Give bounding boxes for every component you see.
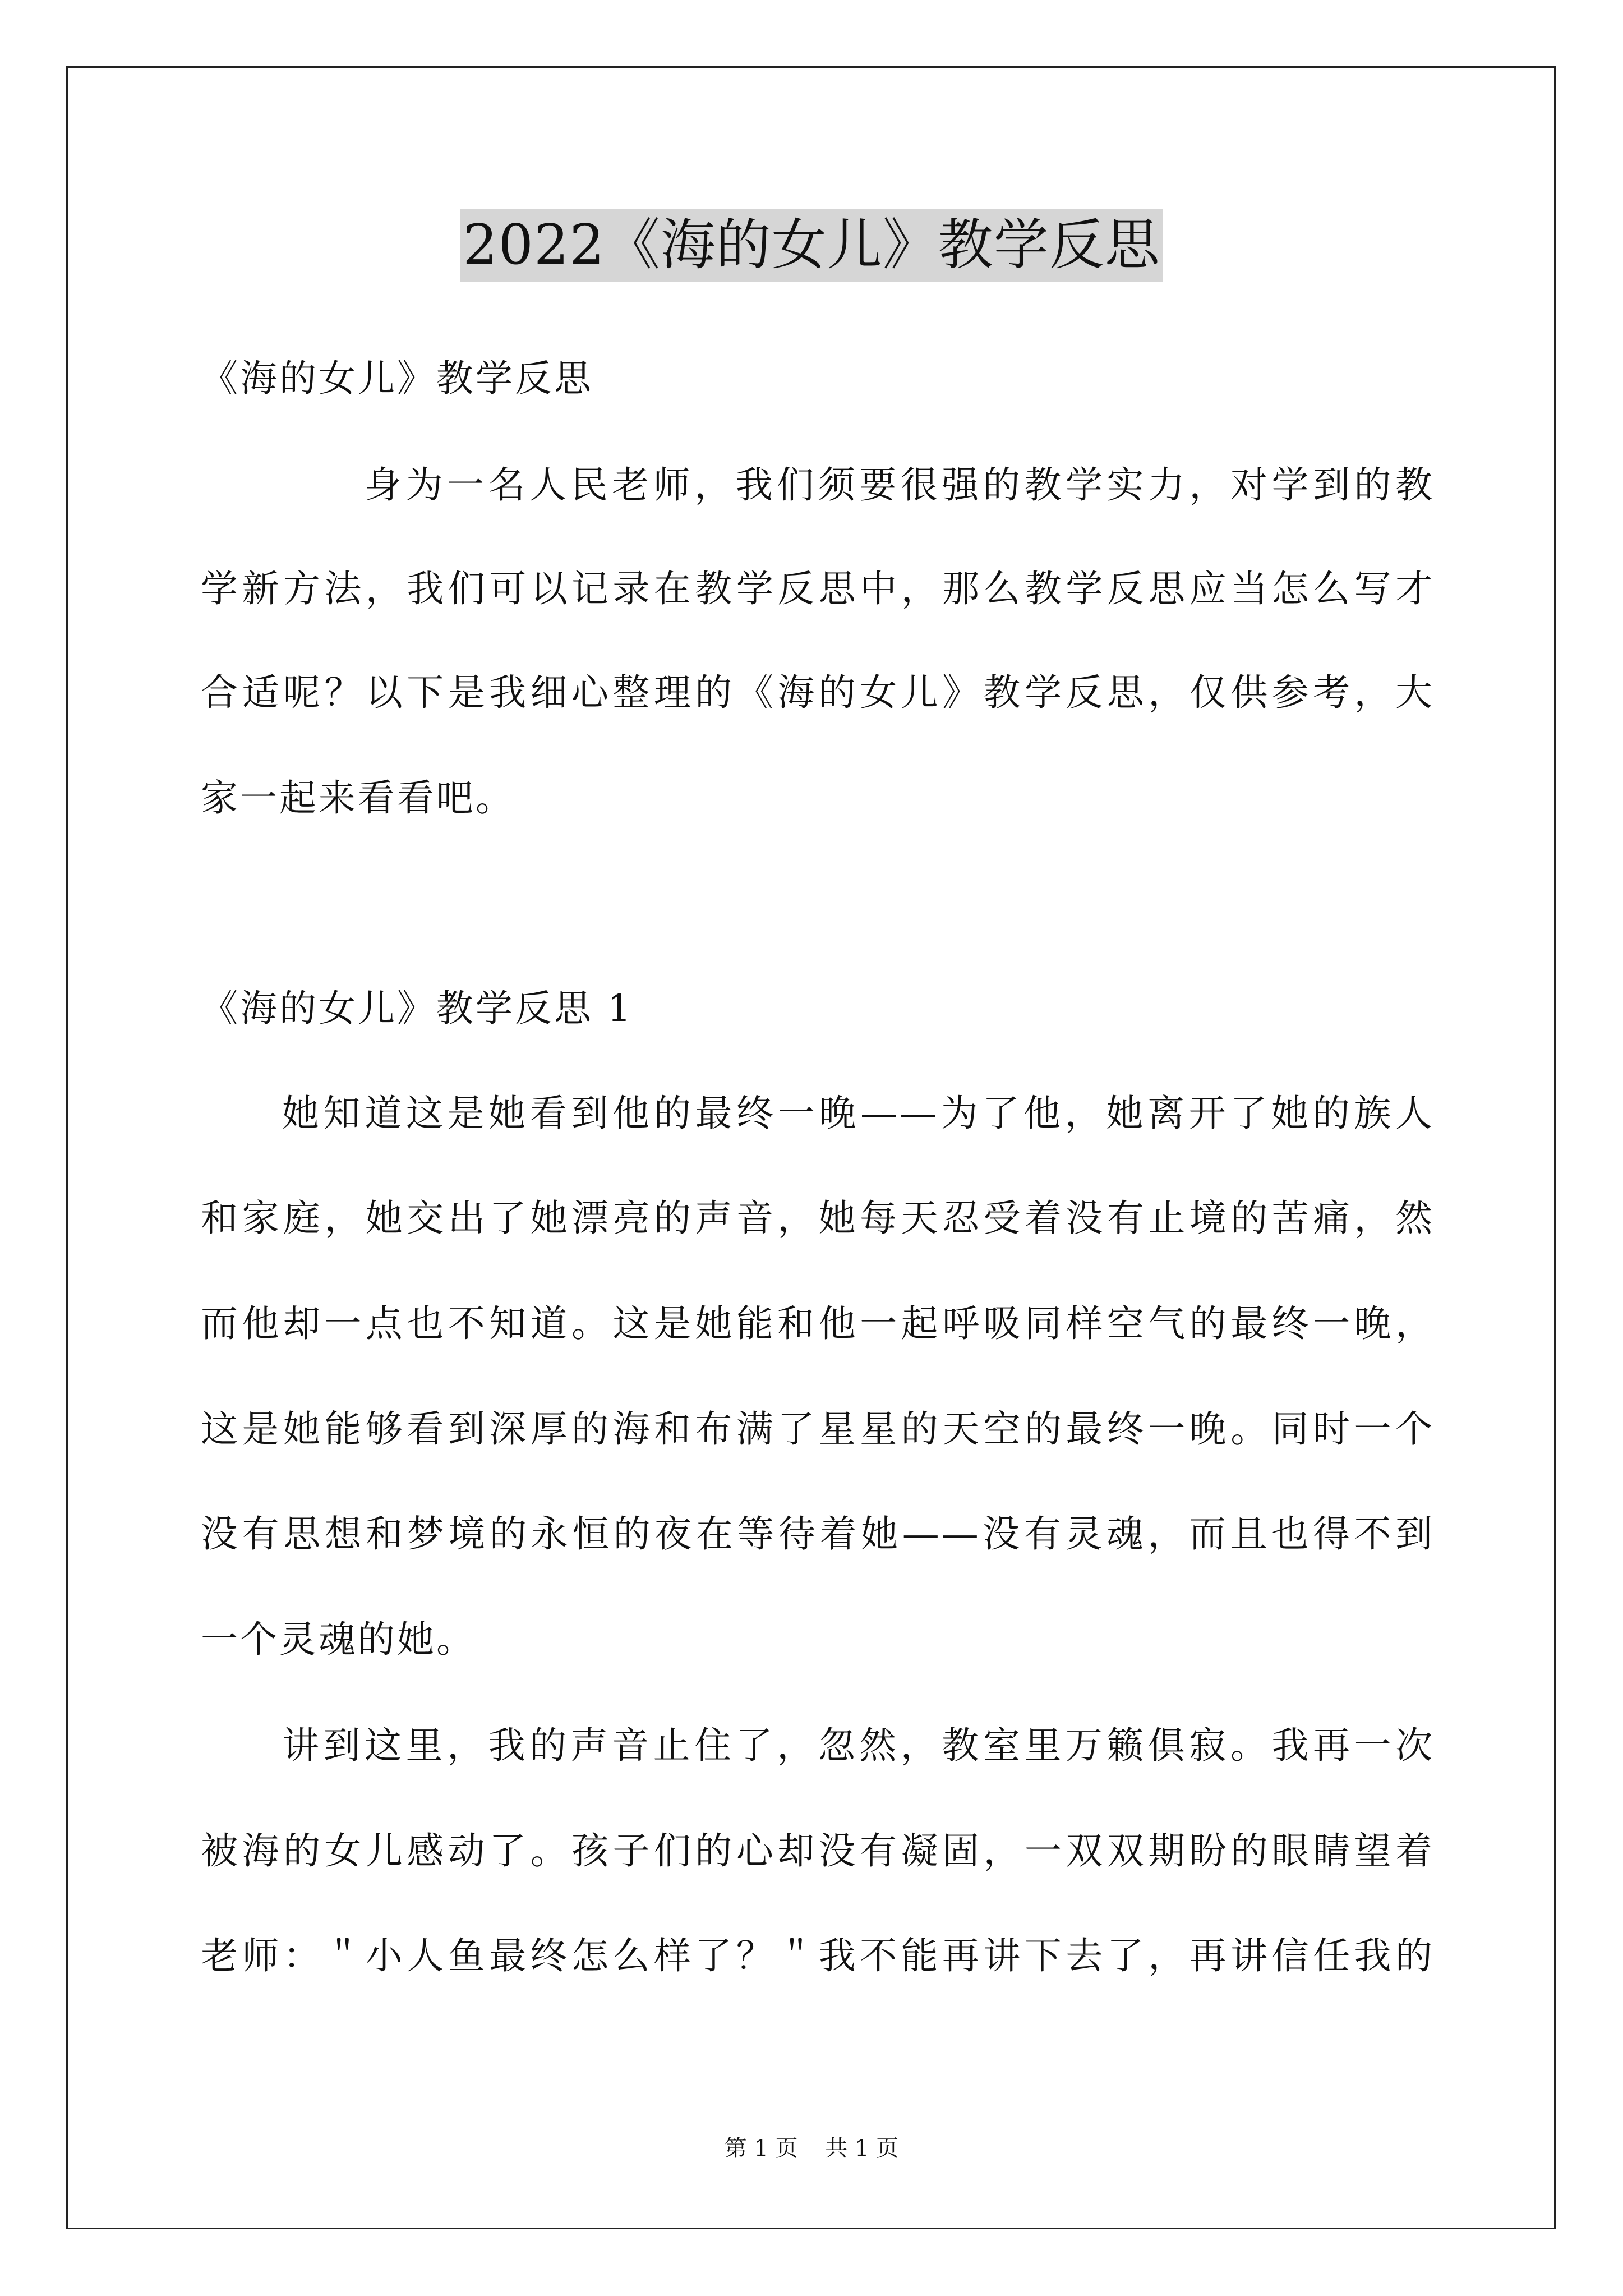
document-title: [0, 209, 1623, 282]
paragraph-line: 而他却一点也不知道。这是她能和他一起呼吸同样空气的最终一晚，: [201, 1302, 1435, 1345]
page-total: 共 1 页: [825, 2136, 899, 2161]
intro-line: 身为一名人民老师，我们须要很强的教学实力，对学到的教: [365, 463, 1435, 507]
paragraph-line: 老师：＂小人鱼最终怎么样了？＂我不能再讲下去了，再讲信任我的: [201, 1934, 1435, 1977]
intro-line: 家一起来看看吧。: [201, 776, 515, 820]
paragraph-line: 和家庭，她交出了她漂亮的声音，她每天忍受着没有止境的苦痛，然: [201, 1197, 1435, 1240]
page-number: 第 1 页: [724, 2136, 798, 2161]
page-footer: [0, 2132, 1623, 2165]
subtitle: 《海的女儿》教学反思: [201, 357, 593, 400]
intro-line: 学新方法，我们可以记录在教学反思中，那么教学反思应当怎么写才: [201, 567, 1435, 610]
paragraph-line: 一个灵魂的她。: [201, 1618, 476, 1661]
paragraph-line: 这是她能够看到深厚的海和布满了星星的天空的最终一晚。同时一个: [201, 1407, 1435, 1451]
intro-line: 合适呢？以下是我细心整理的《海的女儿》教学反思，仅供参考，大: [201, 671, 1435, 714]
document-title-text: 2022《海的女儿》教学反思: [460, 209, 1162, 282]
paragraph-line: 讲到这里，我的声音止住了，忽然，教室里万籁俱寂。我再一次: [282, 1724, 1435, 1767]
paragraph-line: 没有思想和梦境的永恒的夜在等待着她——没有灵魂，而且也得不到: [201, 1512, 1435, 1556]
section-heading: 《海的女儿》教学反思 1: [201, 987, 633, 1030]
paragraph-line: 她知道这是她看到他的最终一晚——为了他，她离开了她的族人: [282, 1092, 1435, 1135]
paragraph-line: 被海的女儿感动了。孩子们的心却没有凝固，一双双期盼的眼睛望着: [201, 1829, 1435, 1872]
